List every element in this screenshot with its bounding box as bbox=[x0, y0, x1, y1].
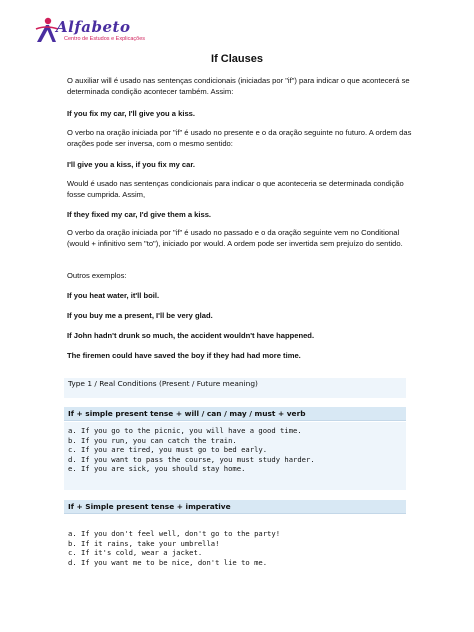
list-item: c. If it's cold, wear a jacket. bbox=[68, 548, 203, 558]
list-item: b. If you run, you can catch the train. bbox=[68, 435, 237, 445]
list-item: a. If you go to the picnic, you will have a good time. bbox=[68, 426, 302, 435]
rule1-heading: If + simple present tense + will / can / may / must + verb bbox=[64, 407, 406, 421]
rule2-examples bbox=[64, 525, 406, 569]
list-item: a. If you don't feel well, don't go to the party! bbox=[68, 529, 281, 538]
logo bbox=[34, 16, 164, 46]
logo-tagline: Centro de Estudos e Explicações bbox=[64, 36, 146, 42]
list-item: c. If you are tired, you must go to bed early. bbox=[68, 445, 268, 455]
rule1-examples bbox=[64, 422, 406, 490]
page-title: If Clauses bbox=[211, 53, 263, 65]
paragraph-will: O auxiliar will é usado nas sentenças condicionais (iniciadas por "if") para indicar o que acontecerá se determinada condição acontecer também. Assim: bbox=[67, 76, 410, 97]
list-item: d. If you want to pass the course, you must study harder. bbox=[68, 454, 315, 464]
list-item: d. If you want me to be nice, don't lie to me. bbox=[68, 557, 268, 567]
list-item: b. If it rains, take your umbrella! bbox=[68, 538, 220, 548]
example-sentence: I'll give you a kiss, if you fix my car. bbox=[67, 160, 195, 169]
example-sentence: If John hadn't drunk so much, the accident wouldn't have happened. bbox=[67, 331, 315, 340]
rule2-heading: If + Simple present tense + imperative bbox=[64, 500, 406, 514]
paragraph-other-examples: Outros exemplos: bbox=[67, 271, 127, 280]
logo-brand: Alfabeto bbox=[56, 18, 131, 36]
example-sentence: If you heat water, it'll boil. bbox=[67, 291, 160, 300]
list-item: e. If you are sick, you should stay home. bbox=[68, 464, 246, 474]
paragraph-would: Would é usado nas sentenças condicionais para indicar o que aconteceria se determinada condição fosse cumprida. Assim, bbox=[67, 179, 404, 200]
example-sentence: If you fix my car, I'll give you a kiss. bbox=[67, 109, 195, 118]
paragraph-conditional: O verbo da oração iniciada por "if" é usado no passado e o da oração seguinte vem no Conditional (would + infinitivo sem "to"), iniciado por would. A ordem pode ser invertida sem prejuízo do sentido. bbox=[67, 228, 403, 249]
paragraph-order: O verbo na oração iniciada por "if" é usado no presente e o da oração seguinte no futuro. A ordem das orações pode ser inversa, com o mesmo sentido: bbox=[67, 128, 412, 149]
example-sentence: If they fixed my car, I'd give them a kiss. bbox=[67, 210, 212, 219]
example-sentence: The firemen could have saved the boy if they had had more time. bbox=[67, 351, 301, 360]
example-sentence: If you buy me a present, I'll be very glad. bbox=[67, 311, 213, 320]
type1-heading: Type 1 / Real Conditions (Present / Future meaning) bbox=[64, 378, 406, 398]
